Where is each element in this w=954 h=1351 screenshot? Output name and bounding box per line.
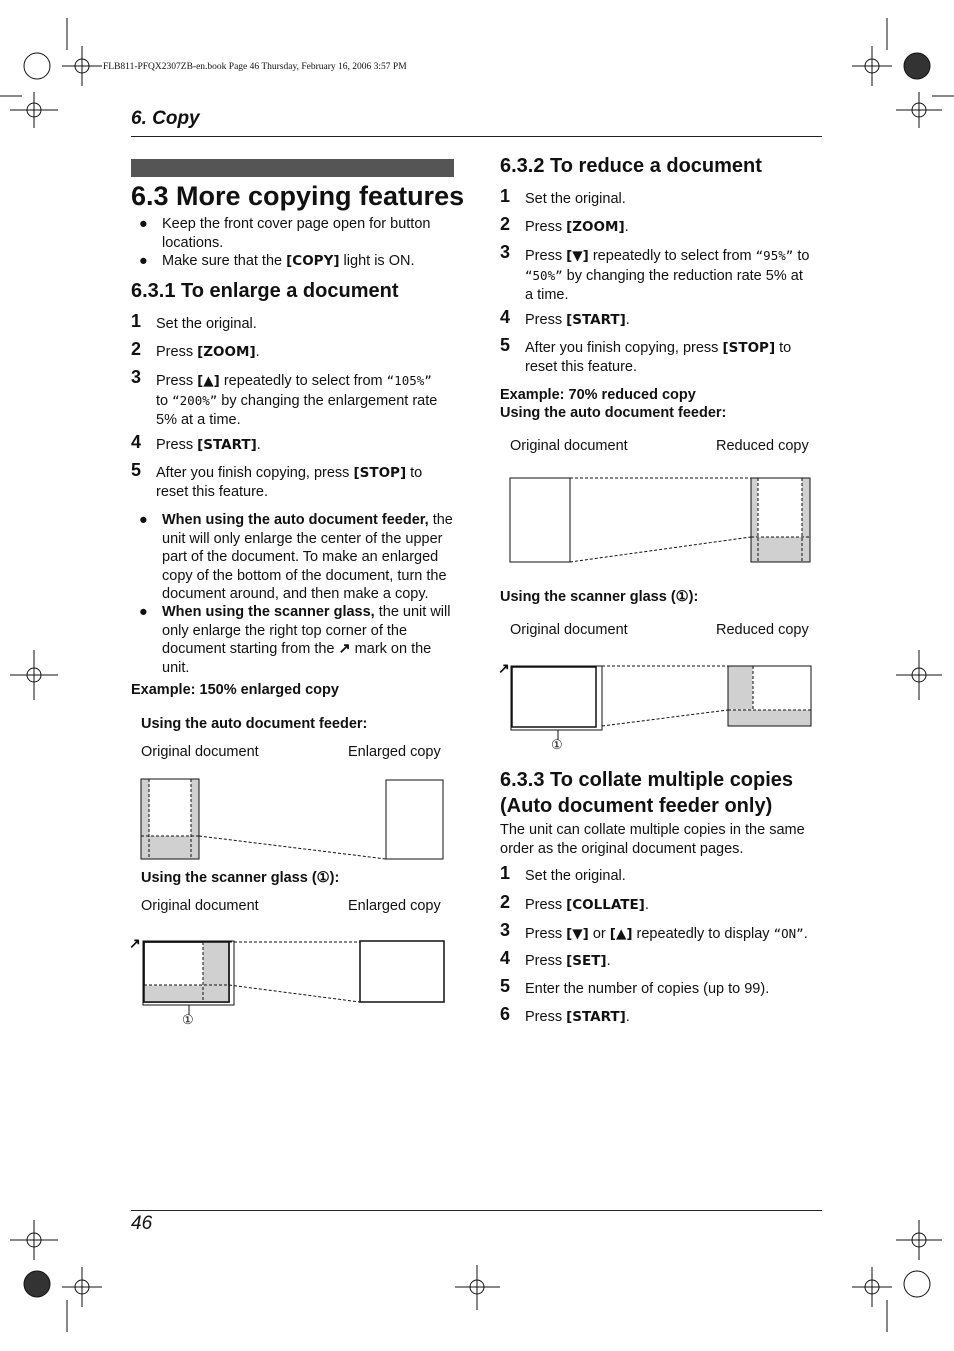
original-label: Original document: [141, 898, 259, 914]
print-info: FLB811-PFQX2307ZB-en.book Page 46 Thursday, February 16, 2006 3:57 PM: [103, 62, 407, 72]
collate-intro: The unit can collate multiple copies in the same: [500, 822, 805, 838]
original-label: Original document: [510, 622, 628, 638]
enlarge-title: 6.3.1 To enlarge a document: [131, 280, 399, 302]
original-label: Original document: [141, 744, 259, 760]
enlarge-example: Example: 150% enlarged copy: [131, 682, 339, 698]
collate-intro: order as the original document pages.: [500, 841, 744, 857]
callout-marker: ①: [551, 737, 563, 752]
reduce-example: Example: 70% reduced copy: [500, 387, 696, 403]
page-number: 46: [131, 1213, 153, 1234]
result-label: Reduced copy: [716, 622, 809, 638]
section-title: 6.3 More copying features: [131, 181, 465, 211]
scanner-mark-icon: ↗: [129, 935, 141, 951]
original-label: Original document: [510, 438, 628, 454]
result-label: Enlarged copy: [348, 744, 441, 760]
footer-rule: [131, 1210, 822, 1211]
chapter-heading: 6. Copy: [131, 108, 200, 129]
reduce-title: 6.3.2 To reduce a document: [500, 155, 762, 177]
reduce-glass-label: Using the scanner glass (①):: [500, 589, 699, 605]
result-label: Reduced copy: [716, 438, 809, 454]
collate-title-line1: 6.3.3 To collate multiple copies: [500, 769, 794, 791]
scanner-glass: [511, 666, 602, 730]
callout-marker: ①: [182, 1012, 194, 1027]
reduce-adf-label: Using the auto document feeder:: [500, 405, 727, 421]
enlarge-glass-label: Using the scanner glass (①):: [141, 870, 340, 886]
result-label: Enlarged copy: [348, 898, 441, 914]
enlarge-adf-label: Using the auto document feeder:: [141, 716, 368, 732]
scanner-mark-icon: ↗: [498, 660, 510, 676]
collate-title-line2: (Auto document feeder only): [500, 795, 773, 817]
